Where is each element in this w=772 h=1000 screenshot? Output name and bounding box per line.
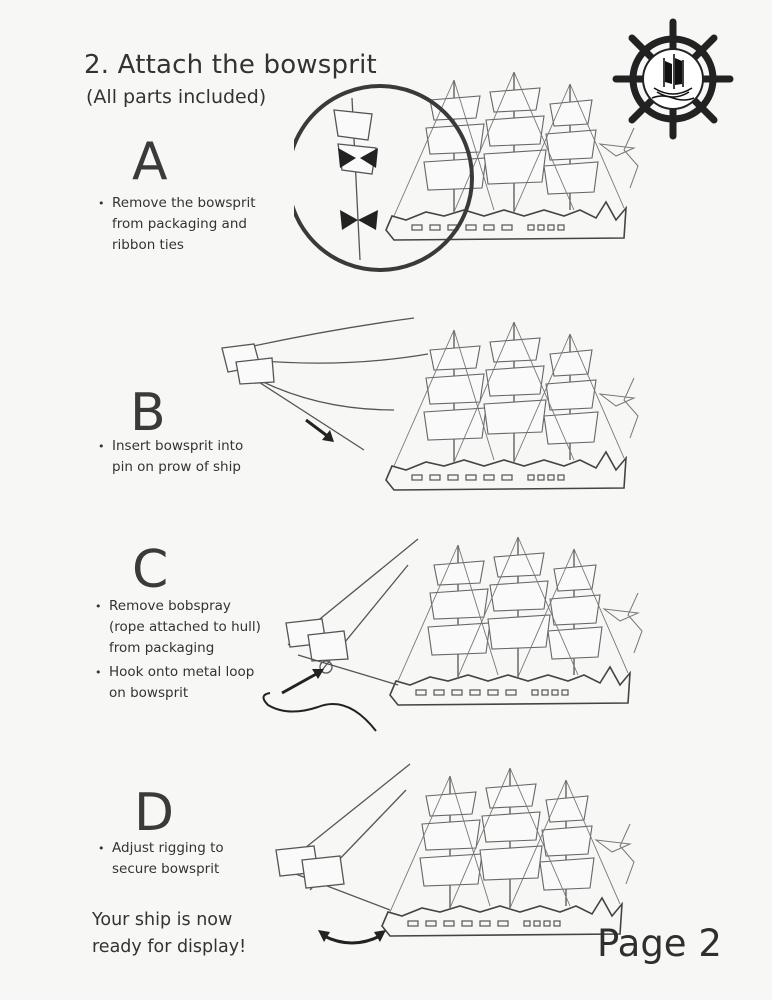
list-item	[96, 193, 256, 256]
step-d-bullet-1: Adjust rigging to secure bowsprit	[112, 840, 224, 877]
ship-illustration-c	[258, 535, 648, 735]
ship-illustration-a	[294, 70, 664, 290]
list-item	[93, 662, 261, 704]
adjust-arrows-icon	[324, 936, 380, 943]
rope-hook-icon	[263, 693, 376, 731]
arrow-icon	[282, 673, 318, 693]
step-c-letter: C	[132, 540, 169, 600]
step-c-bullet-1: Remove bobspray (rope attached to hull) from packaging	[109, 598, 261, 656]
step-a-bullet-1: Remove the bowsprit from packaging and ribbon ties	[112, 195, 256, 253]
page-subtitle: (All parts included)	[86, 86, 267, 108]
list-item	[96, 838, 224, 880]
page-number: Page 2	[597, 922, 722, 965]
page-title: 2. Attach the bowsprit	[84, 50, 377, 80]
list-item	[93, 596, 261, 659]
closing-message: Your ship is now ready for display!	[92, 910, 247, 957]
ship-illustration-d	[270, 760, 640, 960]
step-b-bullet-1: Insert bowsprit into pin on prow of ship	[112, 438, 244, 475]
step-d-letter: D	[134, 783, 175, 843]
ship-illustration-b	[214, 310, 654, 525]
step-a-instructions	[96, 193, 256, 259]
step-c-bullet-2: Hook onto metal loop on bowsprit	[109, 664, 255, 701]
step-d-instructions	[96, 838, 224, 883]
step-a-letter: A	[132, 132, 168, 192]
step-b-letter: B	[130, 383, 166, 443]
step-c-instructions	[93, 596, 261, 707]
